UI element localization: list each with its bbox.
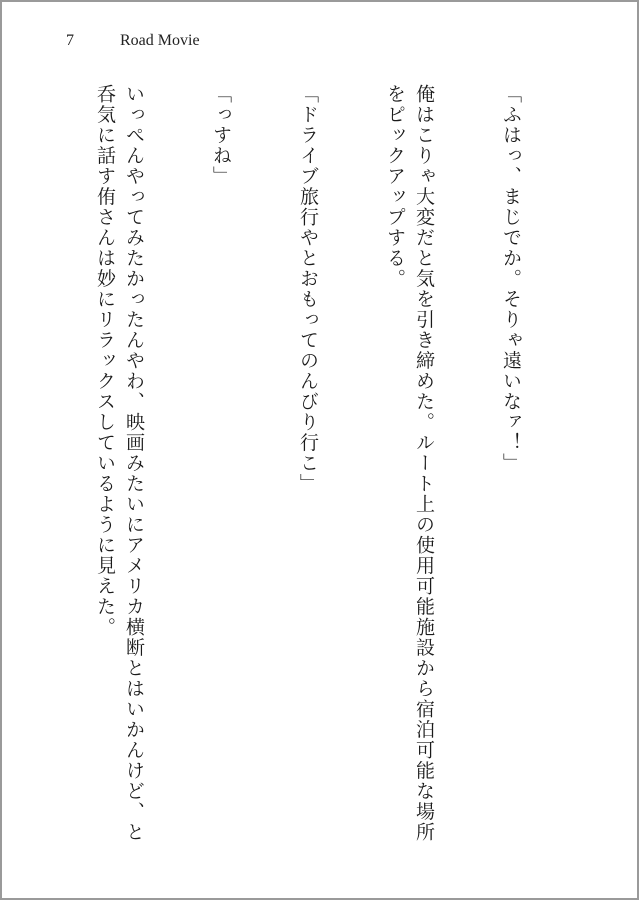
paragraph-5: いっぺんやってみたかったんやわ、映画みたいにアメリカ横断とはいかんけど、と呑気に話す侑さんは妙にリラックスしているように見えた。 (94, 84, 145, 843)
page-header (66, 32, 200, 50)
paragraph-2: 俺はこりゃ大変だと気を引き締めた。ルート上の使用可能施設から宿泊可能な場所をピックアップする。 (384, 84, 435, 843)
paragraph-3: 「ドライブ旅行やとおもってのんびり行こ」 (297, 84, 319, 494)
page-number: 7 (66, 32, 74, 49)
blank-line (3, 84, 32, 844)
paragraph-4: 「っすね」 (210, 84, 232, 187)
paragraph-1: 「ふはっ、まじでか。そりゃ遠いなァ！」 (500, 84, 522, 474)
running-title: Road Movie (120, 32, 200, 49)
vertical-body-text (0, 84, 583, 844)
